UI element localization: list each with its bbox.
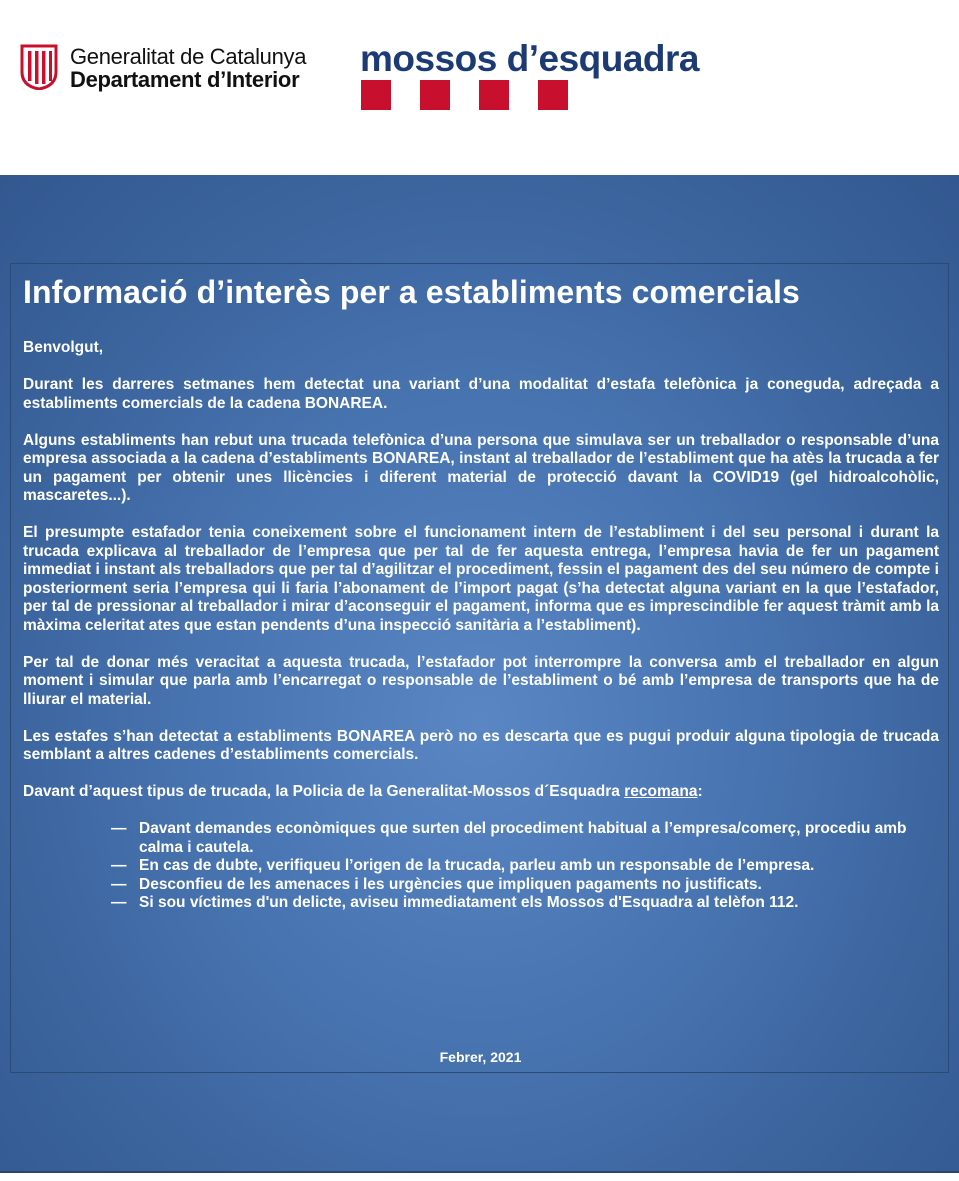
paragraph: Alguns establiments han rebut una trucada telefònica d’una persona que simulava ser un treballador o responsable d’una empresa associada a la cadena d’establiments BONAREA, instant al treballador de l’establiment que ha atès la trucada a fer un pagament per obtenir unes llicències i diferent material de protecció davant la COVID19 (gel hidroalcohòlic, mascaretes...). (23, 431, 939, 504)
recommend-intro (23, 783, 939, 802)
mossos-logotype: mossos d’esquadra (360, 38, 700, 79)
paragraph: El presumpte estafador tenia coneixement sobre el funcionament intern de l’establiment i del seu personal i durant la trucada explicava al treballador de l’empresa que per tal de fer aquesta entrega, l’empresa havia de fer un pagament immediat i instant als treballadors que per tal d’agilitzar el procediment, fessin el pagament des del seu número de compte i posteriorment seria l’empresa qui li faria l’abonament de l’import pagat (s’ha detectat alguna variant en la que l’estafador, per tal de pressionar al treballador i mirar d’aconseguir el pagament, informa que es imprescindible fer aquest tràmit amb la màxima celeritat ates que estan pendents d’una inspecció sanitària a l’establiment). (23, 524, 939, 634)
recommend-intro-text: Davant d’aquest tipus de trucada, la Policia de la Generalitat-Mossos d´Esquadra (23, 783, 625, 800)
notice-banner (0, 175, 959, 1173)
recommendation-text: Desconfieu de les amenaces i les urgències que impliquen pagaments no justificats. (139, 875, 762, 893)
notice-date: Febrer, 2021 (439, 1049, 522, 1065)
generalitat-logotype (70, 45, 306, 91)
recommendation-text: Davant demandes econòmiques que surten del procediment habitual a l’empresa/comerç, procediu amb calma i cautela. (139, 820, 907, 856)
recommendations-list (23, 820, 939, 913)
generalitat-emblem-icon (20, 42, 58, 90)
notice-body (23, 339, 939, 913)
dash-bullet: — (111, 894, 127, 911)
recommend-word: recomana (624, 783, 698, 800)
recommendation-item (111, 876, 939, 895)
notice-title: Informació d’interès per a establiments comercials (23, 274, 800, 310)
paragraph: Per tal de donar més veracitat a aquesta trucada, l’estafador pot interrompre la conversa amb el treballador en algun moment i simular que parla amb l’encarregat o responsable de l’establiment o bé amb l’empresa de transports que ha de lliurar el material. (23, 653, 939, 708)
generalitat-name: Generalitat de Catalunya (70, 44, 307, 69)
letterhead (0, 0, 959, 175)
department-name: Departament d’Interior (70, 67, 300, 92)
dash-bullet: — (111, 857, 127, 874)
recommendation-item (111, 894, 939, 913)
recommendation-item (111, 820, 939, 857)
recommendation-item (111, 857, 939, 876)
recommend-colon: : (697, 783, 703, 800)
paragraph: Les estafes s’han detectat a establiments BONAREA però no es descarta que es pugui produir alguna tipologia de trucada semblant a altres cadenes d’establiments comercials. (23, 727, 939, 763)
dash-bullet: — (111, 820, 127, 837)
notice-box (10, 263, 949, 1073)
recommendation-text: En cas de dubte, verifiqueu l’origen de la trucada, parleu amb un responsable de l’empresa. (139, 857, 815, 874)
paragraph: Durant les darreres setmanes hem detectat una variant d’una modalitat d’estafa telefònica ja coneguda, adreçada a establiments comercials de la cadena BONAREA. (23, 376, 939, 412)
dash-bullet: — (111, 875, 127, 893)
salutation: Benvolgut, (23, 339, 104, 356)
recommendation-text: Si sou víctimes d'un delicte, aviseu immediatament els Mossos d'Esquadra al telèfon 112. (139, 894, 799, 911)
